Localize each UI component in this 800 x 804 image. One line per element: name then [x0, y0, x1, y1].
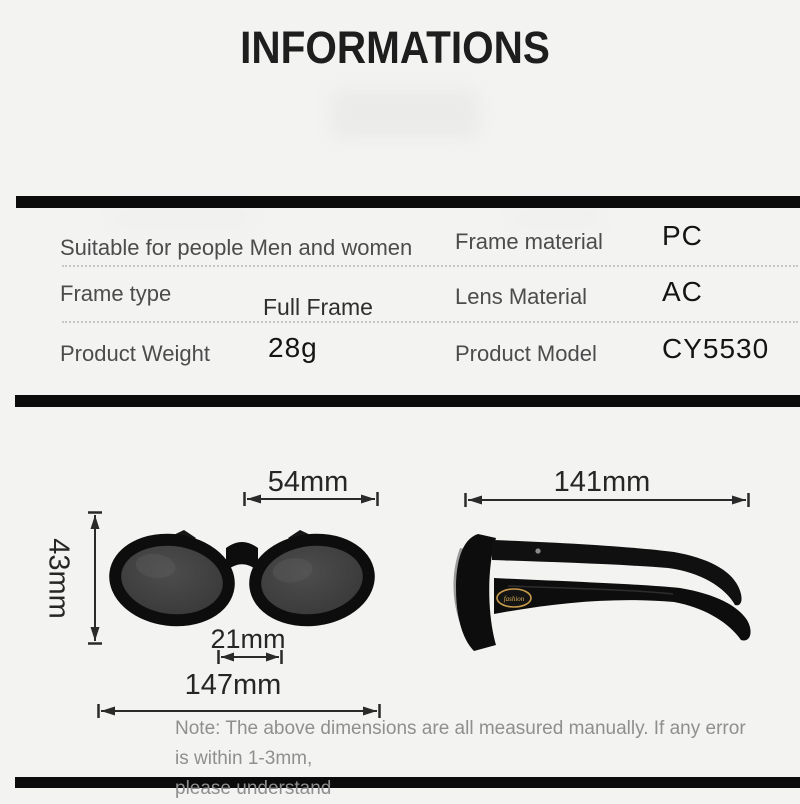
divider-top	[16, 196, 800, 208]
spec-model-value: CY5530	[662, 333, 770, 364]
spec-model-label: Product Model	[455, 341, 597, 366]
bridge	[226, 542, 258, 571]
dim-arrow-lens-height	[87, 511, 103, 645]
dim-label-frame-width: 147mm	[184, 669, 282, 701]
spec-label-text: Suitable for people	[60, 235, 244, 260]
note-line-1: Note: The above dimensions are all measured manually. If any error is within 1-3mm,	[175, 718, 746, 769]
spec-frame-type-label: Frame type	[60, 281, 172, 306]
brand-logo-text: fashion	[503, 595, 525, 603]
watermark-blur	[330, 88, 480, 140]
right-lens	[251, 533, 374, 626]
brand-logo-badge	[497, 589, 531, 607]
side-front-rim	[456, 534, 496, 651]
note-line-2: please understand	[175, 778, 332, 799]
sunglasses-front-image	[106, 524, 378, 632]
spec-weight-label: Product Weight	[60, 341, 211, 366]
spec-frame-type-value: Full Frame	[263, 294, 373, 320]
dim-label-temple-length: 141mm	[553, 466, 651, 498]
dim-label-lens-height: 43mm	[42, 538, 75, 619]
spec-lens-material-value: AC	[662, 276, 703, 307]
hinge-screw	[535, 548, 540, 553]
dim-label-lens-width: 54mm	[267, 466, 349, 498]
spec-weight-value: 28g	[268, 332, 318, 363]
dim-arrow-temple-length	[464, 492, 750, 508]
spec-frame-material-value: PC	[662, 220, 703, 251]
divider-middle	[15, 395, 800, 407]
spec-suitable-for	[60, 235, 412, 261]
note-text	[175, 714, 755, 804]
spec-frame-material-label: Frame material	[455, 229, 603, 254]
spec-lens-material-label: Lens Material	[455, 284, 588, 309]
watermark-blur	[512, 211, 602, 224]
row-divider	[62, 321, 798, 323]
dim-arrow-bridge-width	[217, 649, 283, 665]
sunglasses-side-image	[448, 526, 780, 662]
left-lens	[111, 533, 234, 626]
row-divider	[62, 265, 798, 267]
dim-arrow-lens-width	[243, 491, 379, 507]
spec-value-text: Men and women	[249, 235, 413, 260]
watermark-blur	[112, 211, 252, 224]
page-title: INFORMATIONS	[240, 22, 550, 73]
dim-label-bridge-width: 21mm	[210, 624, 286, 654]
